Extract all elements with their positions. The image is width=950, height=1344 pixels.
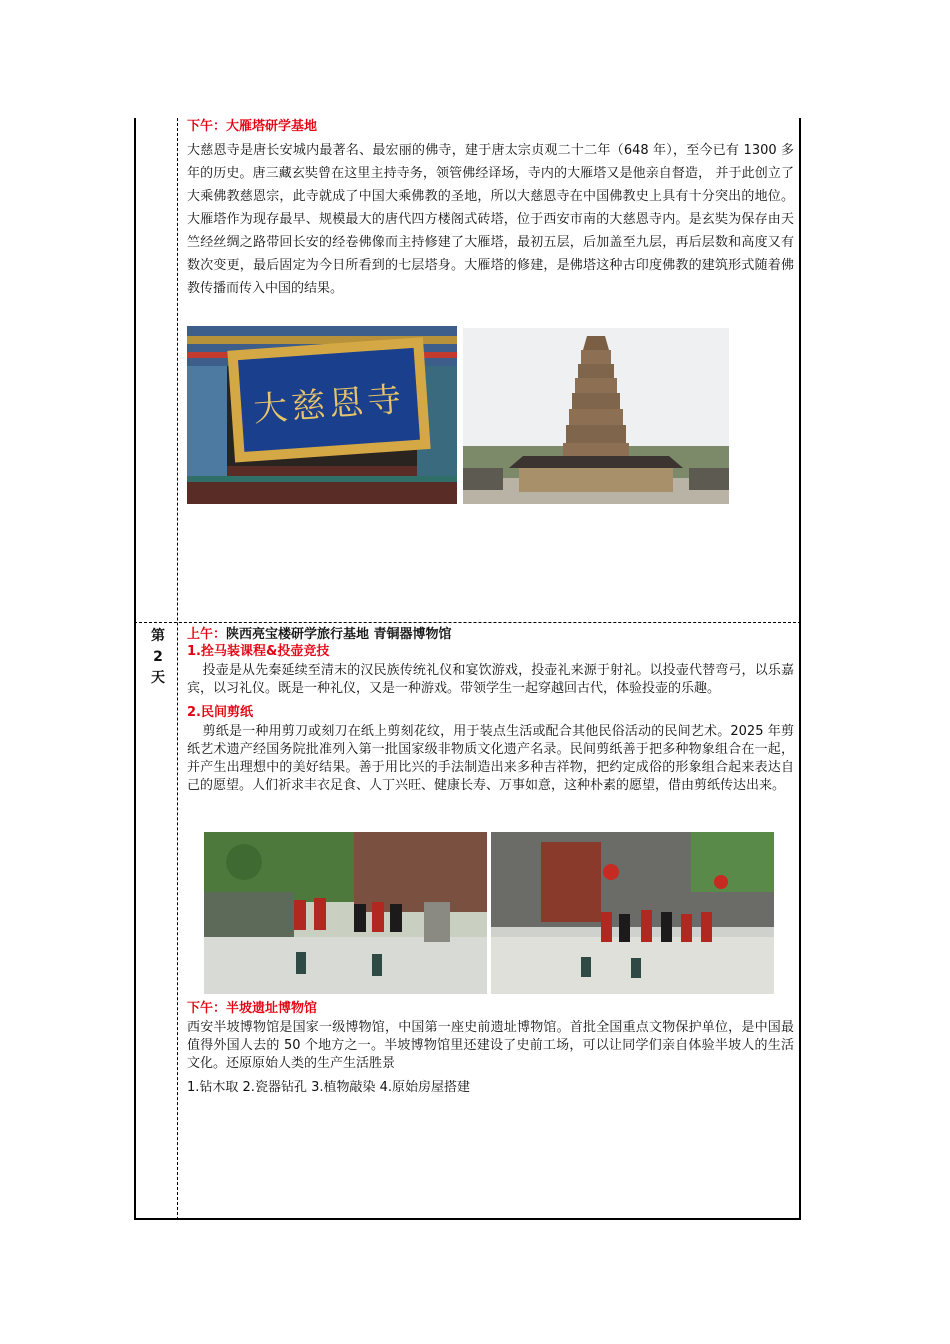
day-char: 2 xyxy=(153,649,163,665)
courtyard-students-photo-1 xyxy=(204,832,487,994)
day2-afternoon-text: 西安半坡博物馆是国家一级博物馆，中国第一座史前遗址博物馆。首批全国重点文物保护单位，是中国最值得外国人去的 50 个地方之一。半坡博物馆里还建设了史前工场，可以让同学们亲自体验半坡人的生活文化。还原原始人类的生产生活胜景 xyxy=(187,1020,794,1071)
column-divider xyxy=(177,118,178,1220)
time-label: 下午： xyxy=(187,1001,227,1016)
row-divider xyxy=(134,622,801,623)
courtyard-students-photo-2 xyxy=(491,832,774,994)
day-char: 第 xyxy=(151,628,165,644)
item1-text: 投壶是从先秦延续至清末的汉民族传统礼仪和宴饮游戏，投壶礼来源于射礼。以投壶代替弯弓，以乐嘉宾，以习礼仪。既是一种礼仪，又是一种游戏。带领学生一起穿越回古代，体验投壶的乐趣。 xyxy=(187,663,794,696)
day-2-label xyxy=(144,626,172,689)
activity-list: 1.钻木取 2.瓷器钻孔 3.植物敲染 4.原始房屋搭建 xyxy=(187,1080,471,1095)
day1-afternoon-heading xyxy=(187,118,794,135)
day2-afternoon-heading xyxy=(187,1000,794,1017)
temple-plaque-photo xyxy=(187,326,457,504)
pagoda-photo xyxy=(463,328,729,504)
plaque-text: 大慈恩寺 xyxy=(252,379,407,431)
day2-morning-heading xyxy=(187,626,794,643)
site-title: 半坡遗址博物馆 xyxy=(226,1001,318,1016)
time-label: 下午： xyxy=(187,119,227,134)
site-title: 陕西亮宝楼研学旅行基地 青铜器博物馆 xyxy=(226,627,452,642)
day1-afternoon-text: 大慈恩寺是唐长安城内最著名、最宏丽的佛寺，建于唐太宗贞观二十二年（648 年），至今已有 1300 多年的历史。唐三藏玄奘曾在这里主持寺务，领管佛经译场，寺内的大雁塔又是他亲自督造， 并于此创立了大乘佛教慈恩宗，此寺就成了中国大乘佛教的圣地，所以大慈恩寺在中国佛教史上具有十分突出的地位。大雁塔作为现存最早、规模最大的唐代四方楼阁式砖塔，位于西安市南的大慈恩寺内。是玄奘为保存由天竺经丝绸之路带回长安的经卷佛像而主持修建了大雁塔，最初五层，后加盖至九层，再后层数和高度又有数次变更，最后固定为今日所看到的七层塔身。大雁塔的修建，是佛塔这种古印度佛教的建筑形式随着佛教传播而传入中国的结果。 xyxy=(187,143,794,296)
item2-text: 剪纸是一种用剪刀或刻刀在纸上剪刻花纹，用于装点生活或配合其他民俗活动的民间艺术。2025 年剪纸艺术遗产经国务院批准列入第一批国家级非物质文化遗产名录。民间剪纸善于把多种物象组合在一起，并产生出理想中的美好结果。善于用比兴的手法制造出来多种吉祥物，把约定成俗的形象组合起来表达自己的愿望。人们祈求丰衣足食、人丁兴旺、健康长寿、万事如意，这种朴素的愿望，借由剪纸传达出来。 xyxy=(187,724,794,793)
site-title: 大雁塔研学基地 xyxy=(226,119,318,134)
day1-afternoon-section xyxy=(187,118,794,300)
day2-afternoon-section xyxy=(187,1000,794,1097)
item2-title: 2.民间剪纸 xyxy=(187,705,253,720)
day2-morning-section xyxy=(187,626,794,795)
day-char: 天 xyxy=(151,670,165,686)
time-label: 上午： xyxy=(187,627,227,642)
item1-title: 1.拴马装课程&投壶竞技 xyxy=(187,644,330,659)
